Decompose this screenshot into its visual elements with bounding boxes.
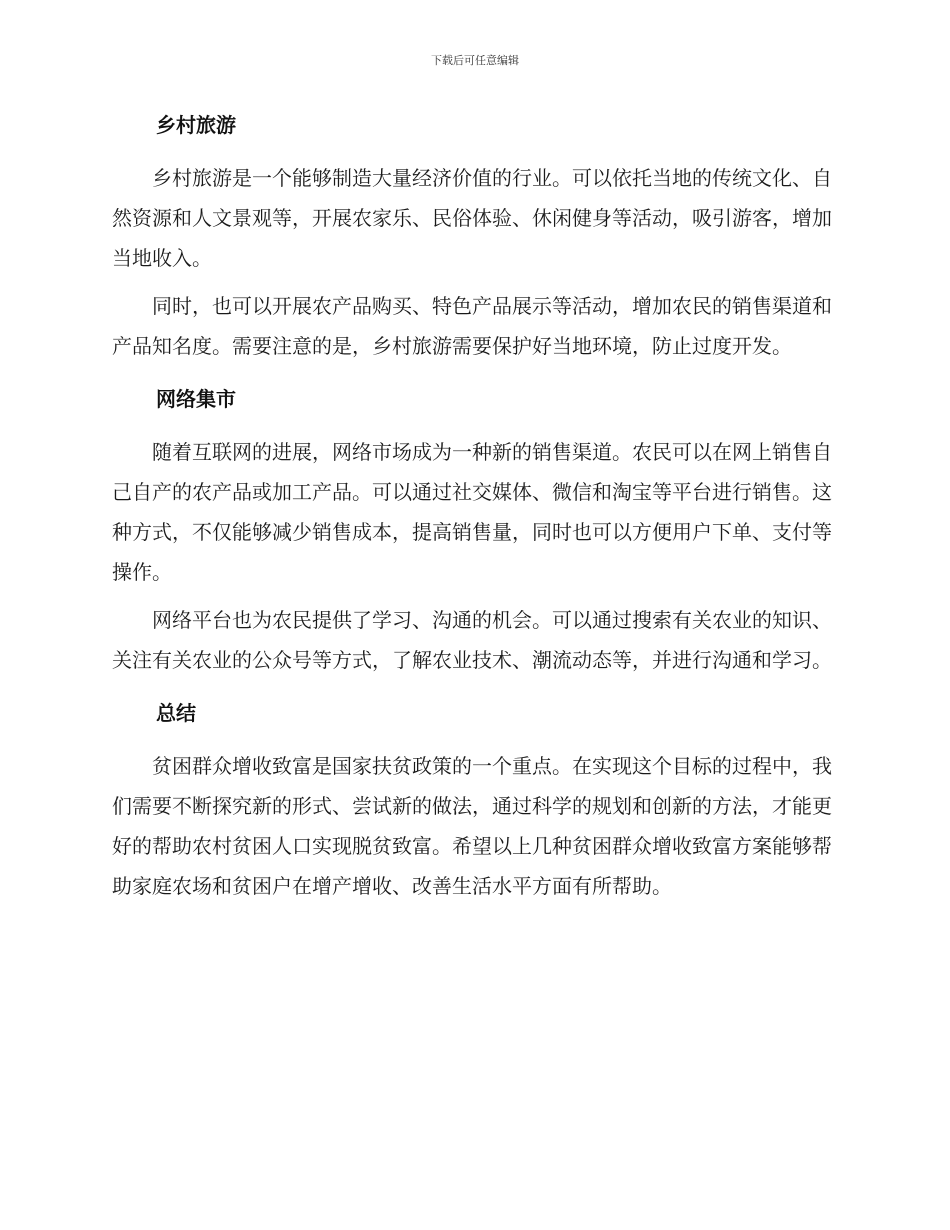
section-summary (112, 698, 832, 906)
paragraph: 同时，也可以开展农产品购买、特色产品展示等活动，增加农民的销售渠道和产品知名度。需要注意的是，乡村旅游需要保护好当地环境，防止过度开发。 (112, 294, 832, 358)
section-title: 总结 (156, 701, 196, 725)
section-rural-tourism (112, 110, 832, 366)
section-title: 网络集市 (156, 387, 236, 411)
paragraph: 网络平台也为农民提供了学习、沟通的机会。可以通过搜索有关农业的知识、关注有关农业的公众号等方式，了解农业技术、潮流动态等，并进行沟通和学习。 (112, 608, 832, 672)
paragraph: 乡村旅游是一个能够制造大量经济价值的行业。可以依托当地的传统文化、自然资源和人文景观等，开展农家乐、民俗体验、休闲健身等活动，吸引游客，增加当地收入。 (112, 166, 832, 270)
paragraph: 随着互联网的进展，网络市场成为一种新的销售渠道。农民可以在网上销售自己自产的农产品或加工产品。可以通过社交媒体、微信和淘宝等平台进行销售。这种方式，不仅能够减少销售成本，提高销售量，同时也可以方便用户下单、支付等操作。 (112, 440, 832, 584)
section-online-market (112, 384, 832, 680)
section-title: 乡村旅游 (156, 113, 236, 137)
document-body (112, 110, 832, 924)
page-header-note: 下载后可任意编辑 (431, 54, 519, 67)
paragraph: 贫困群众增收致富是国家扶贫政策的一个重点。在实现这个目标的过程中，我们需要不断探究新的形式、尝试新的做法，通过科学的规划和创新的方法，才能更好的帮助农村贫困人口实现脱贫致富。希望以上几种贫困群众增收致富方案能够帮助家庭农场和贫困户在增产增收、改善生活水平方面有所帮助。 (112, 754, 832, 898)
